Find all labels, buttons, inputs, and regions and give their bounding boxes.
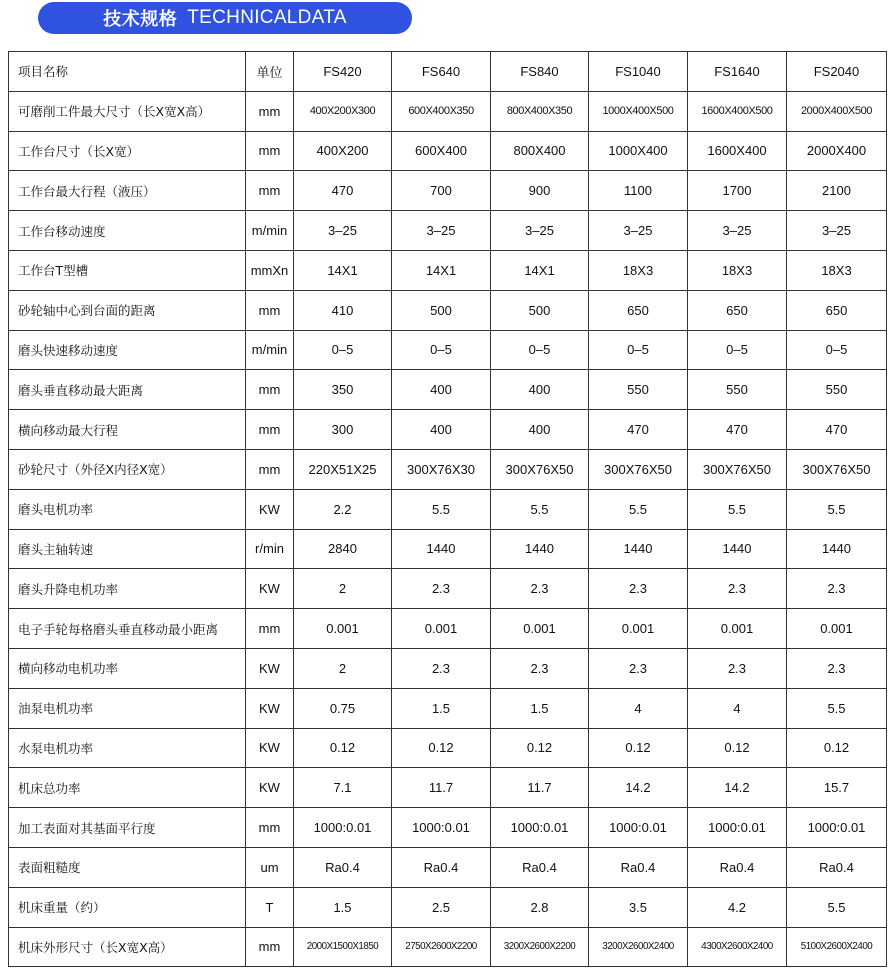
row-value: 800X400 bbox=[491, 131, 589, 171]
row-value: 0.12 bbox=[392, 728, 491, 768]
header-model: FS420 bbox=[294, 52, 392, 92]
row-value: 14X1 bbox=[392, 250, 491, 290]
header-model: FS640 bbox=[392, 52, 491, 92]
table-row bbox=[9, 370, 887, 410]
table-row bbox=[9, 609, 887, 649]
row-value: 1440 bbox=[589, 529, 688, 569]
row-value: 900 bbox=[491, 171, 589, 211]
row-name: 工作台T型槽 bbox=[9, 250, 246, 290]
row-value: 470 bbox=[787, 410, 887, 450]
row-value: 550 bbox=[589, 370, 688, 410]
row-value: 0–5 bbox=[589, 330, 688, 370]
row-value: 470 bbox=[688, 410, 787, 450]
row-unit: KW bbox=[246, 648, 294, 688]
row-value: 2.3 bbox=[491, 648, 589, 688]
row-value: 5.5 bbox=[787, 489, 887, 529]
row-unit: mm bbox=[246, 927, 294, 967]
row-name: 加工表面对其基面平行度 bbox=[9, 808, 246, 848]
row-value: 4 bbox=[688, 688, 787, 728]
row-name: 工作台尺寸（长X宽） bbox=[9, 131, 246, 171]
row-name: 油泵电机功率 bbox=[9, 688, 246, 728]
row-value: 1000:0.01 bbox=[392, 808, 491, 848]
row-value: 1000:0.01 bbox=[787, 808, 887, 848]
row-unit: r/min bbox=[246, 529, 294, 569]
row-value: 350 bbox=[294, 370, 392, 410]
row-value: 2.8 bbox=[491, 887, 589, 927]
row-value: 5.5 bbox=[787, 688, 887, 728]
row-value: 11.7 bbox=[491, 768, 589, 808]
row-value: 7.1 bbox=[294, 768, 392, 808]
row-name: 机床重量（约） bbox=[9, 887, 246, 927]
row-name: 砂轮轴中心到台面的距离 bbox=[9, 290, 246, 330]
row-name: 磨头主轴转速 bbox=[9, 529, 246, 569]
row-value: 300X76X50 bbox=[787, 449, 887, 489]
table-row bbox=[9, 728, 887, 768]
row-name: 电子手轮每格磨头垂直移动最小距离 bbox=[9, 609, 246, 649]
row-value: 18X3 bbox=[589, 250, 688, 290]
row-value: 3.5 bbox=[589, 887, 688, 927]
banner-title-en: TECHNICALDATA bbox=[187, 7, 347, 28]
row-value: 0–5 bbox=[787, 330, 887, 370]
row-value: 2100 bbox=[787, 171, 887, 211]
row-value: 1000:0.01 bbox=[589, 808, 688, 848]
table-row bbox=[9, 927, 887, 967]
row-value: 3–25 bbox=[589, 211, 688, 251]
row-value: 650 bbox=[688, 290, 787, 330]
header-model: FS840 bbox=[491, 52, 589, 92]
row-value: 300X76X50 bbox=[491, 449, 589, 489]
row-value: 1100 bbox=[589, 171, 688, 211]
row-value: 2000X1500X1850 bbox=[294, 927, 392, 967]
row-unit: T bbox=[246, 887, 294, 927]
table-row bbox=[9, 211, 887, 251]
row-value: 1000X400X500 bbox=[589, 91, 688, 131]
row-value: 14.2 bbox=[589, 768, 688, 808]
row-value: 1000X400 bbox=[589, 131, 688, 171]
row-value: 0.12 bbox=[787, 728, 887, 768]
row-value: 0.001 bbox=[688, 609, 787, 649]
row-value: 800X400X350 bbox=[491, 91, 589, 131]
row-unit: mm bbox=[246, 609, 294, 649]
row-value: 2 bbox=[294, 569, 392, 609]
banner-title-cn: 技术规格 bbox=[103, 9, 178, 30]
row-value: 600X400X350 bbox=[392, 91, 491, 131]
row-value: 400X200X300 bbox=[294, 91, 392, 131]
table-row bbox=[9, 529, 887, 569]
row-value: 1000:0.01 bbox=[491, 808, 589, 848]
row-name: 水泵电机功率 bbox=[9, 728, 246, 768]
row-value: 400X200 bbox=[294, 131, 392, 171]
row-value: 2750X2600X2200 bbox=[392, 927, 491, 967]
row-unit: m/min bbox=[246, 330, 294, 370]
row-unit: mm bbox=[246, 449, 294, 489]
row-value: 0.001 bbox=[589, 609, 688, 649]
header-model: FS1040 bbox=[589, 52, 688, 92]
row-unit: KW bbox=[246, 489, 294, 529]
row-value: 300 bbox=[294, 410, 392, 450]
header-unit: 单位 bbox=[246, 52, 294, 92]
row-value: 5100X2600X2400 bbox=[787, 927, 887, 967]
table-row bbox=[9, 887, 887, 927]
table-row bbox=[9, 847, 887, 887]
row-value: 500 bbox=[491, 290, 589, 330]
table-row bbox=[9, 410, 887, 450]
row-value: 220X51X25 bbox=[294, 449, 392, 489]
table-row bbox=[9, 489, 887, 529]
row-value: 2840 bbox=[294, 529, 392, 569]
row-value: 15.7 bbox=[787, 768, 887, 808]
row-unit: mmXn bbox=[246, 250, 294, 290]
row-value: Ra0.4 bbox=[787, 847, 887, 887]
row-value: 300X76X50 bbox=[688, 449, 787, 489]
row-value: 400 bbox=[491, 370, 589, 410]
row-value: 1440 bbox=[787, 529, 887, 569]
row-value: 0.001 bbox=[392, 609, 491, 649]
row-value: Ra0.4 bbox=[688, 847, 787, 887]
row-unit: KW bbox=[246, 728, 294, 768]
row-value: 1000:0.01 bbox=[688, 808, 787, 848]
row-unit: mm bbox=[246, 410, 294, 450]
row-value: 3–25 bbox=[392, 211, 491, 251]
row-name: 机床外形尺寸（长X宽X高） bbox=[9, 927, 246, 967]
table-row bbox=[9, 808, 887, 848]
row-value: 3–25 bbox=[688, 211, 787, 251]
row-value: 2.3 bbox=[787, 569, 887, 609]
table-row bbox=[9, 290, 887, 330]
row-value: 2000X400X500 bbox=[787, 91, 887, 131]
row-value: 2.3 bbox=[787, 648, 887, 688]
row-name: 横向移动最大行程 bbox=[9, 410, 246, 450]
row-unit: KW bbox=[246, 768, 294, 808]
row-value: 550 bbox=[787, 370, 887, 410]
row-value: 0–5 bbox=[392, 330, 491, 370]
table-row bbox=[9, 569, 887, 609]
row-value: 1440 bbox=[491, 529, 589, 569]
row-value: 1.5 bbox=[392, 688, 491, 728]
row-value: 300X76X50 bbox=[589, 449, 688, 489]
row-value: 2.3 bbox=[392, 569, 491, 609]
table-row bbox=[9, 131, 887, 171]
row-value: 300X76X30 bbox=[392, 449, 491, 489]
row-value: 0.75 bbox=[294, 688, 392, 728]
table-row bbox=[9, 250, 887, 290]
row-value: 2.2 bbox=[294, 489, 392, 529]
row-value: 1440 bbox=[688, 529, 787, 569]
row-value: 1.5 bbox=[491, 688, 589, 728]
row-unit: mm bbox=[246, 171, 294, 211]
row-value: 0–5 bbox=[294, 330, 392, 370]
row-value: 1440 bbox=[392, 529, 491, 569]
table-row bbox=[9, 768, 887, 808]
row-unit: mm bbox=[246, 808, 294, 848]
row-value: 3–25 bbox=[294, 211, 392, 251]
row-value: 3200X2600X2400 bbox=[589, 927, 688, 967]
row-unit: m/min bbox=[246, 211, 294, 251]
row-name: 可磨削工件最大尺寸（长X宽X高） bbox=[9, 91, 246, 131]
row-value: 5.5 bbox=[392, 489, 491, 529]
row-value: 600X400 bbox=[392, 131, 491, 171]
row-name: 横向移动电机功率 bbox=[9, 648, 246, 688]
row-value: 0.001 bbox=[294, 609, 392, 649]
row-value: 2.5 bbox=[392, 887, 491, 927]
row-name: 砂轮尺寸（外径X内径X宽） bbox=[9, 449, 246, 489]
row-value: 4300X2600X2400 bbox=[688, 927, 787, 967]
row-value: 14.2 bbox=[688, 768, 787, 808]
row-value: Ra0.4 bbox=[491, 847, 589, 887]
table-row bbox=[9, 330, 887, 370]
row-value: Ra0.4 bbox=[392, 847, 491, 887]
row-value: 2.3 bbox=[688, 569, 787, 609]
row-value: 470 bbox=[589, 410, 688, 450]
row-value: 0.12 bbox=[491, 728, 589, 768]
row-name: 磨头快速移动速度 bbox=[9, 330, 246, 370]
row-name: 工作台最大行程（液压） bbox=[9, 171, 246, 211]
row-value: 5.5 bbox=[589, 489, 688, 529]
row-unit: mm bbox=[246, 290, 294, 330]
row-value: 1600X400X500 bbox=[688, 91, 787, 131]
row-unit: um bbox=[246, 847, 294, 887]
header-model: FS1640 bbox=[688, 52, 787, 92]
row-value: 3200X2600X2200 bbox=[491, 927, 589, 967]
row-value: 11.7 bbox=[392, 768, 491, 808]
row-value: 2.3 bbox=[491, 569, 589, 609]
header-model: FS2040 bbox=[787, 52, 887, 92]
row-value: 650 bbox=[589, 290, 688, 330]
row-value: 4 bbox=[589, 688, 688, 728]
row-value: 1600X400 bbox=[688, 131, 787, 171]
row-value: 0.12 bbox=[294, 728, 392, 768]
row-value: 400 bbox=[491, 410, 589, 450]
table-row bbox=[9, 449, 887, 489]
row-value: 1.5 bbox=[294, 887, 392, 927]
row-name: 磨头垂直移动最大距离 bbox=[9, 370, 246, 410]
row-value: 0.12 bbox=[688, 728, 787, 768]
row-value: 470 bbox=[294, 171, 392, 211]
row-value: 18X3 bbox=[787, 250, 887, 290]
row-unit: KW bbox=[246, 569, 294, 609]
row-value: 2 bbox=[294, 648, 392, 688]
row-unit: mm bbox=[246, 370, 294, 410]
row-value: 650 bbox=[787, 290, 887, 330]
table-row bbox=[9, 648, 887, 688]
row-value: 0.001 bbox=[491, 609, 589, 649]
row-value: 3–25 bbox=[491, 211, 589, 251]
row-value: 550 bbox=[688, 370, 787, 410]
table-row bbox=[9, 171, 887, 211]
row-value: 1700 bbox=[688, 171, 787, 211]
row-value: 700 bbox=[392, 171, 491, 211]
row-unit: KW bbox=[246, 688, 294, 728]
row-value: 500 bbox=[392, 290, 491, 330]
row-name: 表面粗糙度 bbox=[9, 847, 246, 887]
row-value: 2.3 bbox=[688, 648, 787, 688]
header-name: 项目名称 bbox=[9, 52, 246, 92]
row-name: 磨头电机功率 bbox=[9, 489, 246, 529]
row-value: 0–5 bbox=[688, 330, 787, 370]
row-unit: mm bbox=[246, 91, 294, 131]
row-value: 2.3 bbox=[589, 569, 688, 609]
row-value: Ra0.4 bbox=[294, 847, 392, 887]
header-row bbox=[9, 52, 887, 92]
spec-table bbox=[8, 51, 887, 967]
row-value: 2000X400 bbox=[787, 131, 887, 171]
table-row bbox=[9, 688, 887, 728]
row-value: 18X3 bbox=[688, 250, 787, 290]
row-value: 2.3 bbox=[392, 648, 491, 688]
row-value: Ra0.4 bbox=[589, 847, 688, 887]
row-value: 14X1 bbox=[491, 250, 589, 290]
row-value: 0.12 bbox=[589, 728, 688, 768]
row-value: 0.001 bbox=[787, 609, 887, 649]
row-name: 磨头升降电机功率 bbox=[9, 569, 246, 609]
row-value: 5.5 bbox=[787, 887, 887, 927]
row-unit: mm bbox=[246, 131, 294, 171]
row-value: 5.5 bbox=[688, 489, 787, 529]
row-name: 工作台移动速度 bbox=[9, 211, 246, 251]
row-value: 0–5 bbox=[491, 330, 589, 370]
section-banner bbox=[38, 2, 412, 34]
row-value: 4.2 bbox=[688, 887, 787, 927]
row-value: 14X1 bbox=[294, 250, 392, 290]
row-name: 机床总功率 bbox=[9, 768, 246, 808]
row-value: 410 bbox=[294, 290, 392, 330]
row-value: 400 bbox=[392, 370, 491, 410]
row-value: 2.3 bbox=[589, 648, 688, 688]
table-row bbox=[9, 91, 887, 131]
row-value: 400 bbox=[392, 410, 491, 450]
row-value: 1000:0.01 bbox=[294, 808, 392, 848]
row-value: 3–25 bbox=[787, 211, 887, 251]
row-value: 5.5 bbox=[491, 489, 589, 529]
